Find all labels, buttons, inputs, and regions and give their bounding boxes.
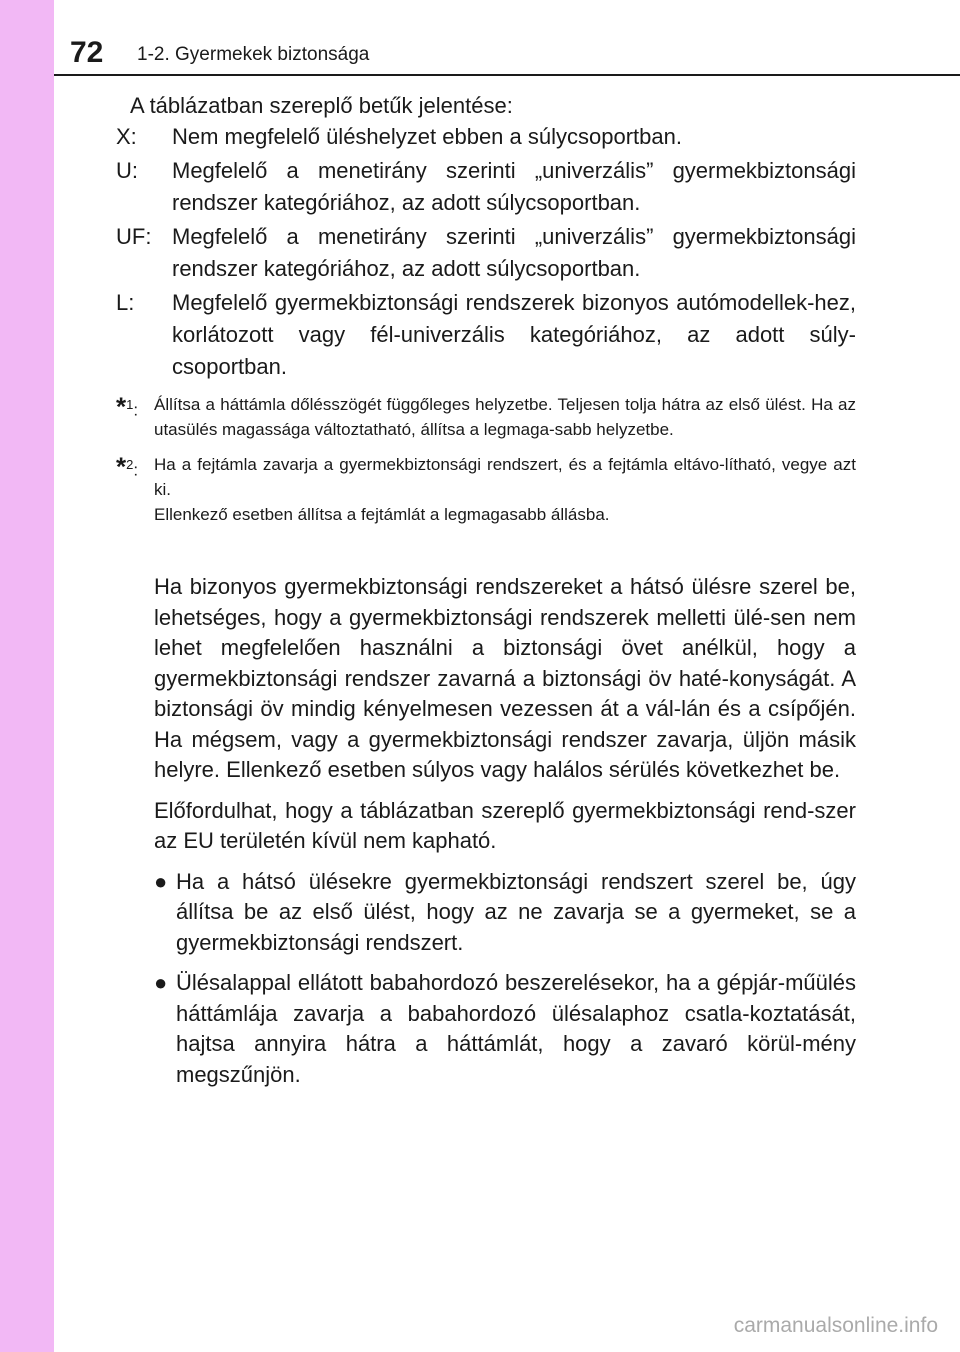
- definition-key: U:: [116, 158, 138, 183]
- footnote-1: [116, 392, 856, 442]
- page-number: 72: [70, 36, 104, 69]
- definition-text: Megfelelő a menetirány szerinti „univerzális” gyermekbiztonsági rendszer kategóriához, az adott súlycsoportban.: [172, 224, 856, 281]
- definition-text: Megfelelő a menetirány szerinti „univerzális” gyermekbiztonsági rendszer kategóriához, az adott súlycsoportban.: [172, 158, 856, 215]
- definition-item: [116, 121, 856, 153]
- footnote-2: [116, 452, 856, 527]
- definition-key: UF:: [116, 224, 152, 249]
- footnote-marker: *$^1$:: [116, 391, 139, 422]
- side-color-strip: [0, 0, 54, 1352]
- body-text: [154, 572, 856, 1100]
- definition-text: Nem megfelelő üléshelyzet ebben a súlycsoportban.: [172, 124, 682, 149]
- paragraph: Ha bizonyos gyermekbiztonsági rendszereket a hátsó ülésre szerel be, lehetséges, hogy a gyermekbiztonsági rendszerek melletti ülé-sen nem lehet megfelelően használni a biztonsági övet anélkül, hogy a gyermekbiztonsági rendszer zavarná a biztonsági öv haté-konyságát. A biztonsági öv mindig kényelmesen vezessen át a vál-lán és a csípőjén. Ha mégsem, vagy a gyermekbiztonsági rendszer zavarja, üljön másik helyre. Ellenkező esetben súlyos vagy halálos sérülés következhet be.: [154, 574, 856, 782]
- watermark: carmanualsonline.info: [733, 1314, 938, 1337]
- bullet-text: Ülésalappal ellátott babahordozó beszerelésekor, ha a gépjár-műülés háttámlája zavarja a babahordozó ülésalaphoz csatla-koztatását, hajtsa annyira hátra a háttámlát, hogy a zavaró körül-mény megszűnjön.: [176, 970, 856, 1087]
- intro-text: A táblázatban szereplő betűk jelentése:: [130, 93, 513, 118]
- definition-item: [116, 155, 856, 219]
- footnote-text: Ha a fejtámla zavarja a gyermekbiztonsági rendszert, és a fejtámla eltávo-lítható, vegye azt ki. Ellenkező esetben állítsa a fejtámlát a legmagasabb állásba.: [154, 455, 856, 524]
- definition-key: L:: [116, 290, 135, 315]
- section-title: 1-2. Gyermekek biztonsága: [137, 44, 370, 65]
- paragraph: Előfordulhat, hogy a táblázatban szereplő gyermekbiztonsági rend-szer az EU területén kívül nem kapható.: [154, 797, 856, 853]
- bullet-item: [154, 867, 856, 959]
- definition-item: [116, 287, 856, 383]
- footnotes: [116, 392, 856, 537]
- legend-definitions: [116, 121, 856, 385]
- definition-text: Megfelelő gyermekbiztonsági rendszerek bizonyos autómodellek-hez, korlátozott vagy fél-univerzális kategóriához, az adott súly-csoportban.: [172, 290, 856, 379]
- definition-key: X:: [116, 124, 137, 149]
- bullet-item: [154, 968, 856, 1090]
- bullet-text: Ha a hátsó ülésekre gyermekbiztonsági rendszert szerel be, úgy állítsa be az első ülést, hogy az ne zavarja se a gyermeket, se a gyermekbiztonsági rendszert.: [176, 868, 856, 955]
- header-rule: [54, 74, 960, 76]
- bullet-icon: ●: [154, 868, 168, 894]
- footnote-marker: *$^2$:: [116, 451, 139, 482]
- definition-item: [116, 221, 856, 285]
- bullet-icon: ●: [154, 970, 168, 995]
- footnote-text: Állítsa a háttámla dőlésszögét függőleges helyzetbe. Teljesen tolja hátra az első ülést. Ha az utasülés magassága változtatható, állítsa a legmaga-sabb helyzetbe.: [154, 395, 856, 439]
